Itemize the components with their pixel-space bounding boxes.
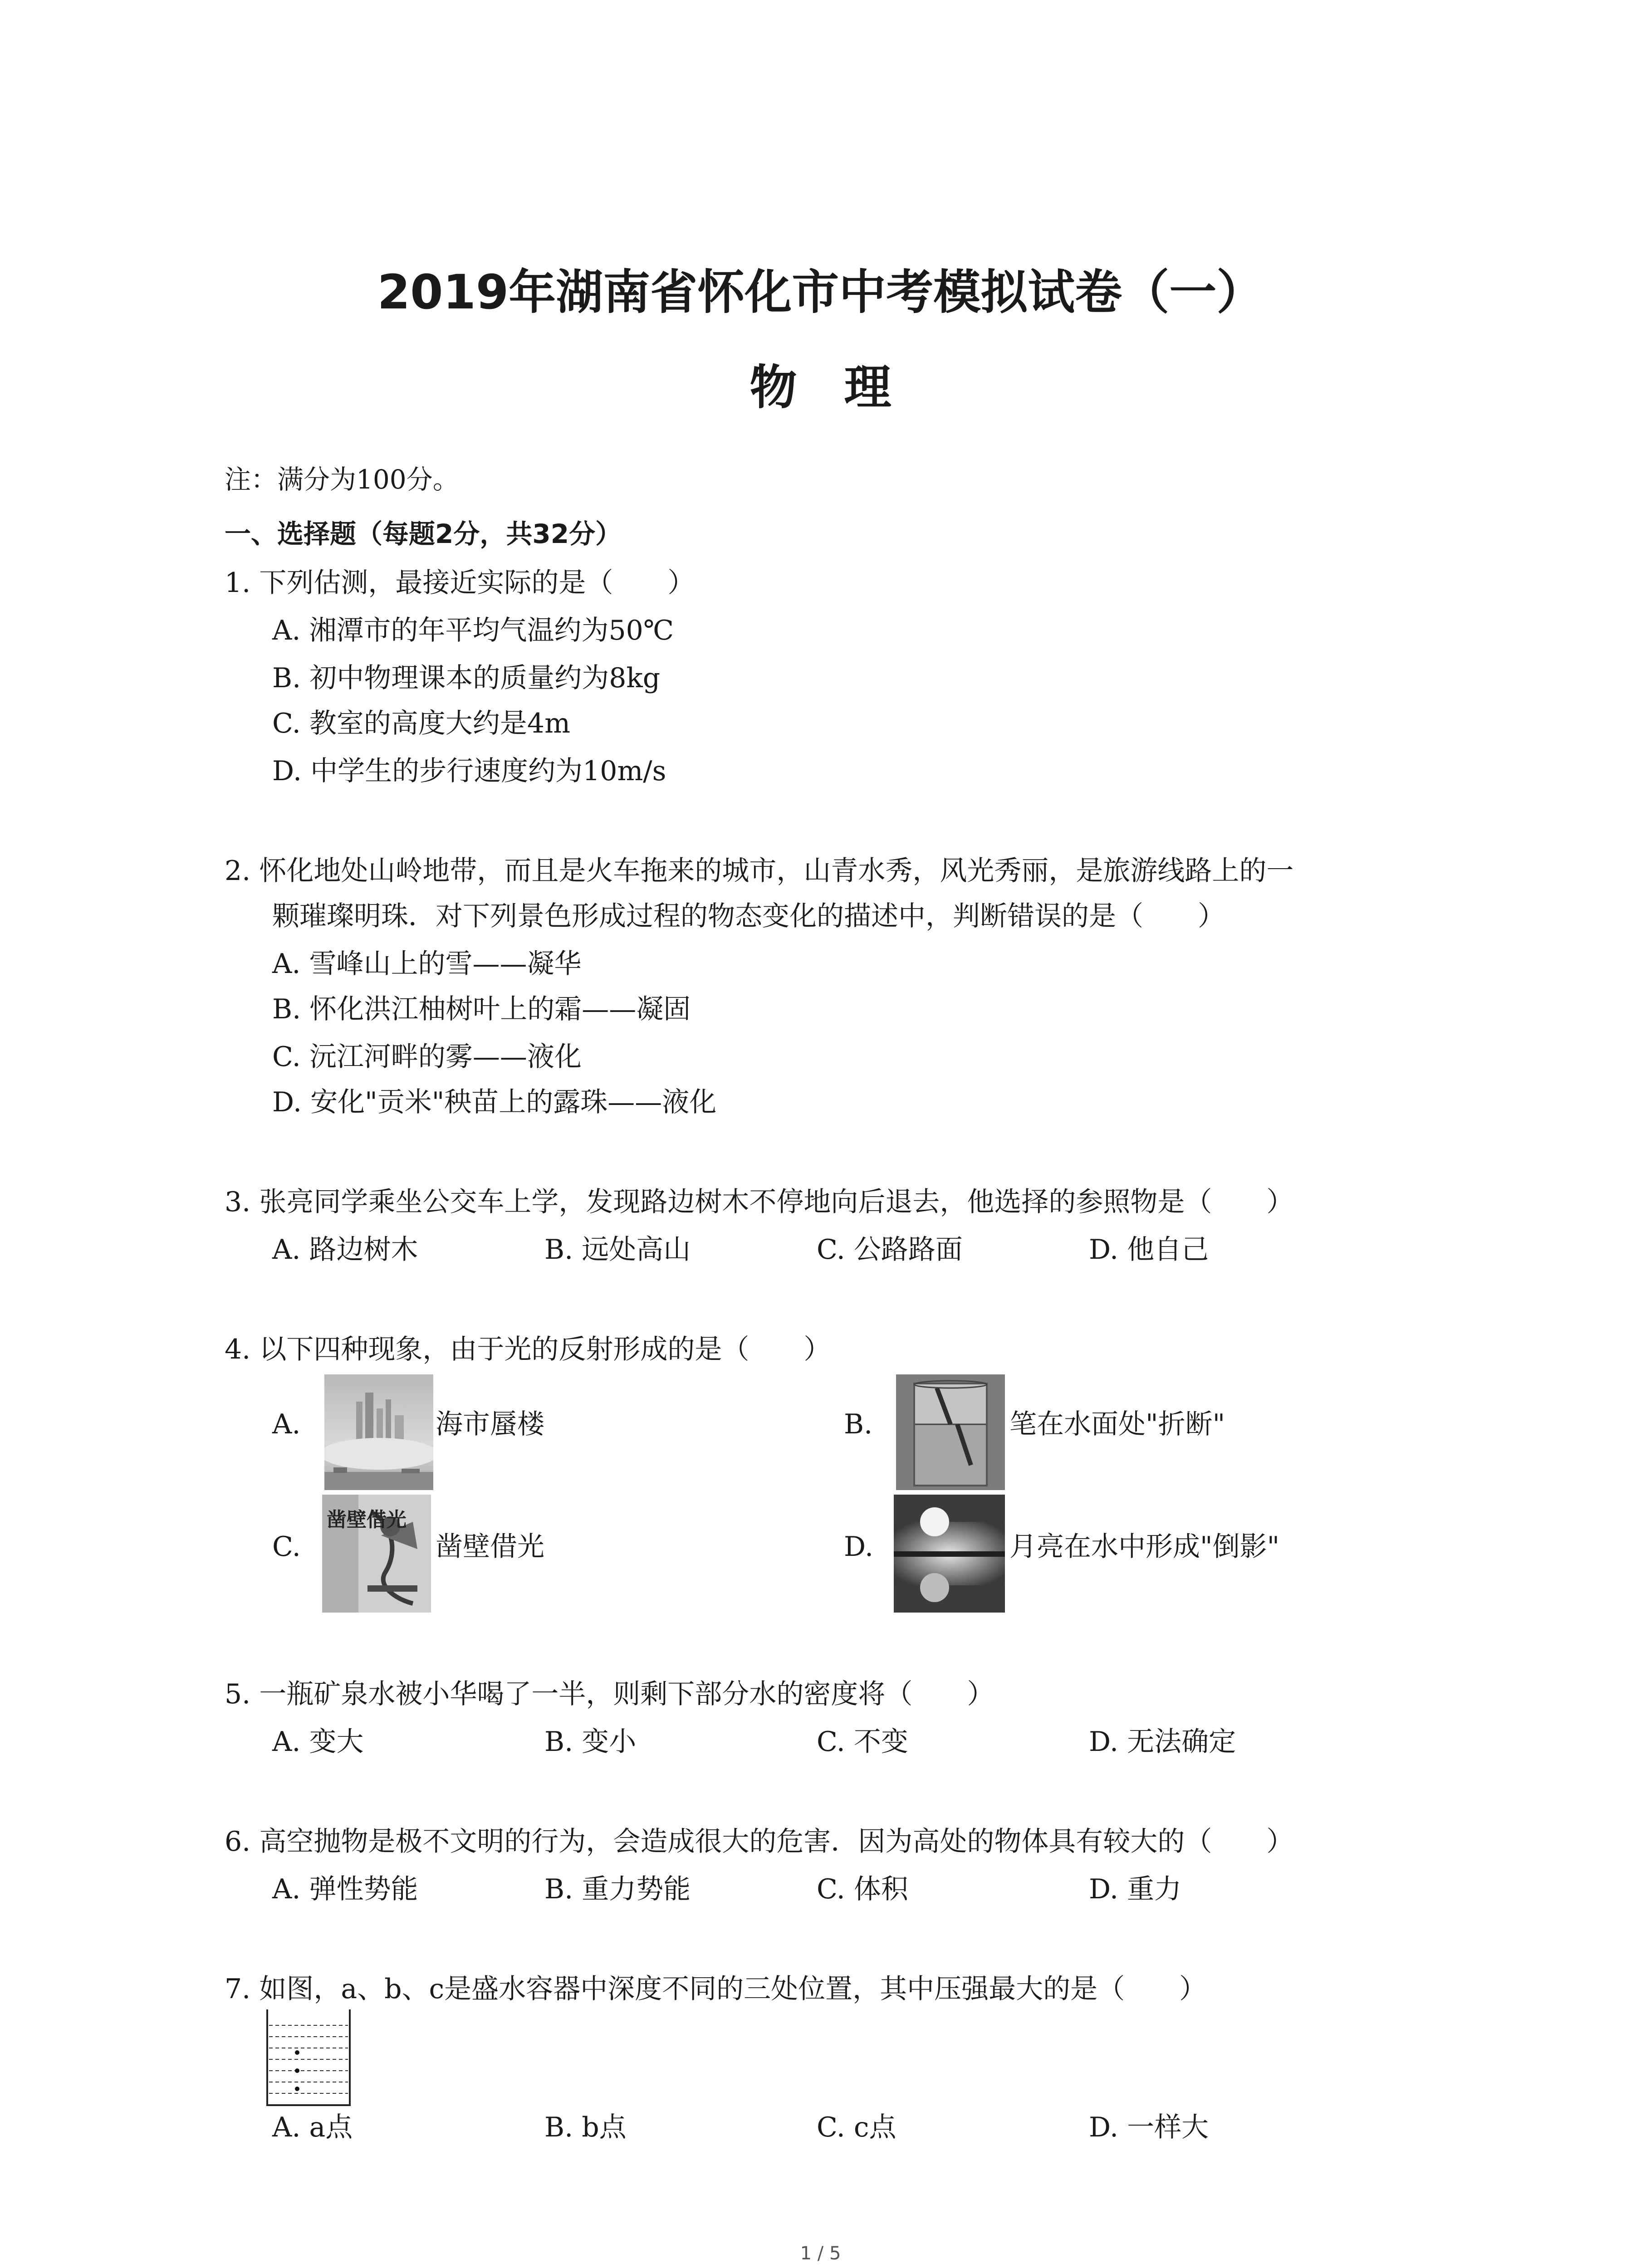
- pencil-in-water-image: [896, 1374, 1005, 1490]
- chiseling-wall-image-caption: 凿壁借光: [327, 1508, 407, 1531]
- question-4-option-b-letter: B.: [844, 1408, 873, 1440]
- question-5-stem: 5. 一瓶矿泉水被小华喝了一半，则剩下部分水的密度将（ ）: [225, 1678, 994, 1710]
- question-2-option-d: D. 安化"贡米"秧苗上的露珠——液化: [272, 1086, 717, 1118]
- question-6-option-b: B. 重力势能: [544, 1873, 691, 1905]
- question-2-option-b: B. 怀化洪江柚树叶上的霜——凝固: [272, 993, 691, 1025]
- question-3-option-b: B. 远处高山: [544, 1234, 691, 1266]
- question-5-option-d: D. 无法确定: [1089, 1726, 1236, 1758]
- mirage-image: [324, 1374, 433, 1490]
- question-6-stem: 6. 高空抛物是极不文明的行为，会造成很大的危害．因为高处的物体具有较大的（ ）: [225, 1826, 1294, 1857]
- question-4-option-d-letter: D.: [844, 1531, 874, 1563]
- question-7-stem: 7. 如图，a、b、c是盛水容器中深度不同的三处位置，其中压强最大的是（ ）: [225, 1973, 1207, 2005]
- question-3-option-c: C. 公路路面: [817, 1234, 963, 1266]
- question-7-option-a: A. a点: [272, 2112, 353, 2143]
- question-7-option-b: B. b点: [544, 2112, 627, 2143]
- question-3-option-d: D. 他自己: [1089, 1234, 1209, 1266]
- water-container-diagram: [265, 2009, 352, 2107]
- question-3-stem: 3. 张亮同学乘坐公交车上学，发现路边树木不停地向后退去，他选择的参照物是（ ）: [225, 1186, 1294, 1218]
- question-5-option-a: A. 变大: [272, 1726, 364, 1758]
- question-1-option-b: B. 初中物理课本的质量约为8kg: [272, 662, 661, 694]
- question-3-option-a: A. 路边树木: [272, 1234, 418, 1266]
- question-1-option-d: D. 中学生的步行速度约为10m/s: [272, 755, 666, 787]
- question-5-option-c: C. 不变: [817, 1726, 908, 1758]
- chiseling-wall-image: [322, 1495, 431, 1613]
- question-2-stem-line2: 颗璀璨明珠．对下列景色形成过程的物态变化的描述中，判断错误的是（ ）: [272, 900, 1225, 932]
- question-7-option-d: D. 一样大: [1089, 2112, 1209, 2143]
- question-4-option-a-text: 海市蜃楼: [436, 1408, 544, 1440]
- score-note: 注：满分为100分。: [225, 464, 459, 495]
- question-2-stem-line1: 2. 怀化地处山岭地带，而且是火车拖来的城市，山青水秀，风光秀丽，是旅游线路上的一: [225, 855, 1294, 887]
- question-4-option-c-text: 凿壁借光: [436, 1531, 544, 1563]
- question-4-option-b-text: 笔在水面处"折断": [1009, 1408, 1225, 1440]
- subject-title: 物 理: [749, 360, 892, 415]
- question-4-option-c-letter: C.: [272, 1531, 301, 1563]
- exam-title: 2019年湖南省怀化市中考模拟试卷（一）: [377, 264, 1264, 320]
- question-6-option-c: C. 体积: [817, 1873, 908, 1905]
- question-6-option-d: D. 重力: [1089, 1873, 1182, 1905]
- section-heading: 一、选择题（每题2分，共32分）: [225, 518, 622, 549]
- question-1-option-a: A. 湘潭市的年平均气温约为50℃: [272, 615, 674, 646]
- question-4-option-a-letter: A.: [272, 1408, 301, 1440]
- question-4-stem: 4. 以下四种现象，由于光的反射形成的是（ ）: [225, 1334, 831, 1365]
- question-2-option-c: C. 沅江河畔的雾——液化: [272, 1041, 582, 1073]
- question-1-option-c: C. 教室的高度大约是4m: [272, 708, 570, 739]
- question-4-option-d-text: 月亮在水中形成"倒影": [1009, 1531, 1280, 1563]
- page-number: 1 / 5: [800, 2243, 841, 2264]
- question-5-option-b: B. 变小: [544, 1726, 637, 1758]
- question-1-stem: 1. 下列估测，最接近实际的是（ ）: [225, 567, 695, 599]
- question-7-option-c: C. c点: [817, 2112, 896, 2143]
- moon-reflection-image: [894, 1495, 1005, 1613]
- question-2-option-a: A. 雪峰山上的雪——凝华: [272, 948, 582, 980]
- question-6-option-a: A. 弹性势能: [272, 1873, 418, 1905]
